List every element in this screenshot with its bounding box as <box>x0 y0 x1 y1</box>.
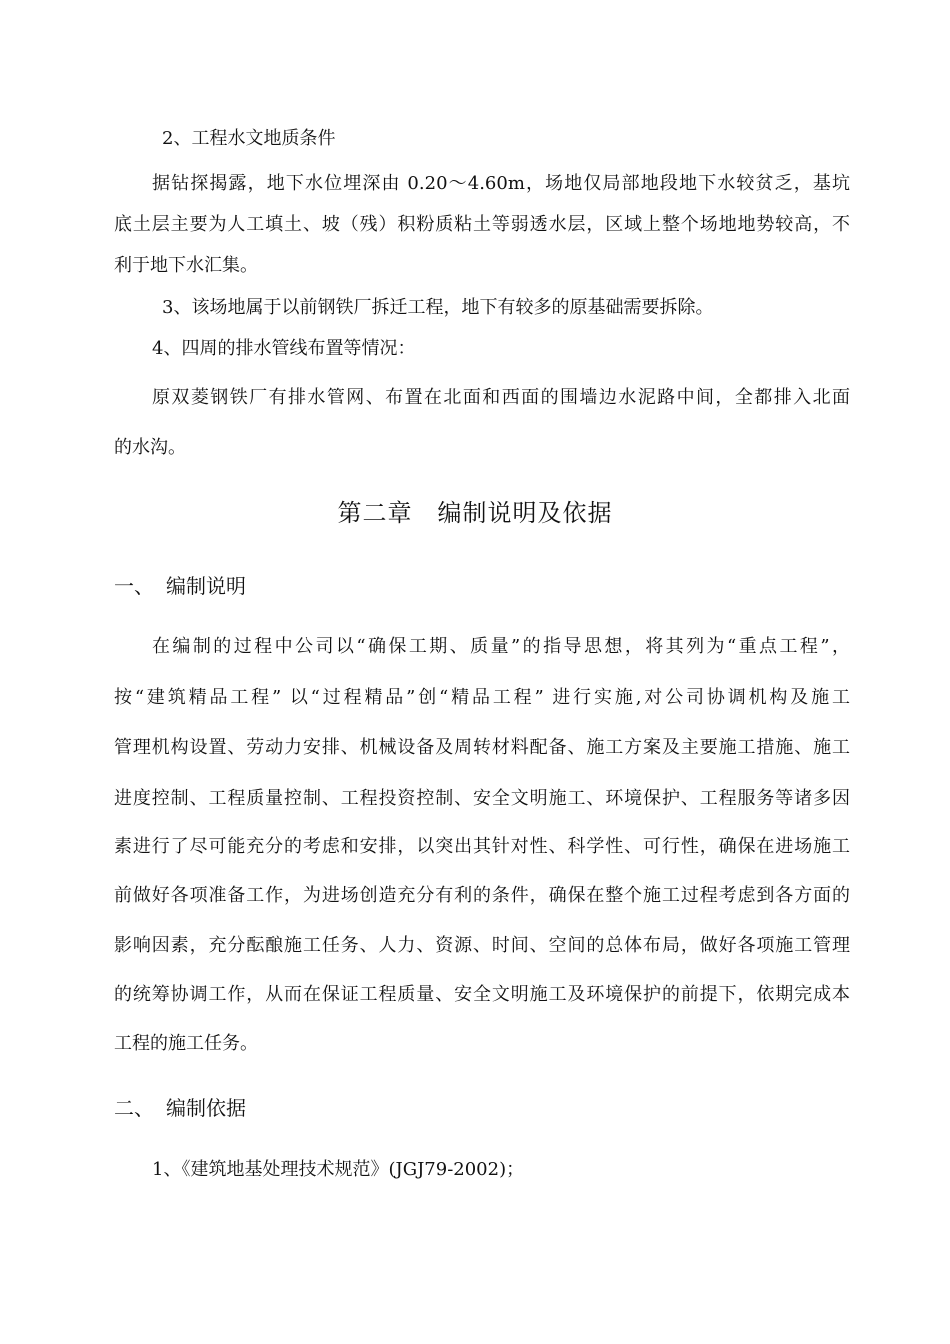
item-2-heading: 2、工程水文地质条件 <box>162 128 336 149</box>
item-2-line-3: 利于地下水汇集。 <box>114 255 258 276</box>
section-2-title: 编制依据 <box>166 1096 246 1120</box>
item-2-line-1: 据钻探揭露，地下水位埋深由 0.20～4.60m，场地仅局部地段地下水较贫乏，基坑 <box>152 173 850 194</box>
section-1-line-1: 在编制的过程中公司以“确保工期、质量”的指导思想，将其列为“重点工程”， <box>152 636 850 657</box>
item-3-text: 3、该场地属于以前钢铁厂拆迁工程，地下有较多的原基础需要拆除。 <box>162 297 714 318</box>
section-1-line-2: 按“建筑精品工程” 以“过程精品”创“精品工程” 进行实施,对公司协调机构及施工 <box>114 687 850 708</box>
basis-item-1: 1、《建筑地基处理技术规范》(JGJ79-2002)； <box>152 1159 525 1180</box>
section-1-title: 编制说明 <box>166 574 246 598</box>
section-1-heading <box>114 572 246 600</box>
section-1-number: 一、 <box>114 574 154 598</box>
section-2-number: 二、 <box>114 1096 154 1120</box>
section-1-line-5: 素进行了尽可能充分的考虑和安排，以突出其针对性、科学性、可行性，确保在进场施工 <box>114 836 850 857</box>
section-1-line-6: 前做好各项准备工作，为进场创造充分有利的条件，确保在整个施工过程考虑到各方面的 <box>114 885 850 906</box>
section-1-line-8: 的统筹协调工作，从而在保证工程质量、安全文明施工及环境保护的前提下，依期完成本 <box>114 984 850 1005</box>
section-1-line-4: 进度控制、工程质量控制、工程投资控制、安全文明施工、环境保护、工程服务等诸多因 <box>114 788 850 809</box>
section-1-line-3: 管理机构设置、劳动力安排、机械设备及周转材料配备、施工方案及主要施工措施、施工 <box>114 737 850 758</box>
item-4-line-1: 原双菱钢铁厂有排水管网、布置在北面和西面的围墙边水泥路中间，全都排入北面 <box>152 387 850 408</box>
chapter-title: 第二章 编制说明及依据 <box>337 499 613 527</box>
section-1-line-9: 工程的施工任务。 <box>114 1033 258 1054</box>
section-1-line-7: 影响因素，充分酝酿施工任务、人力、资源、时间、空间的总体布局，做好各项施工管理 <box>114 935 850 956</box>
section-2-heading <box>114 1094 246 1122</box>
item-4-line-2: 的水沟。 <box>114 437 186 458</box>
item-4-heading: 4、四周的排水管线布置等情况： <box>152 338 416 359</box>
item-2-line-2: 底土层主要为人工填土、坡（残）积粉质粘土等弱透水层，区域上整个场地地势较高，不 <box>114 214 850 235</box>
